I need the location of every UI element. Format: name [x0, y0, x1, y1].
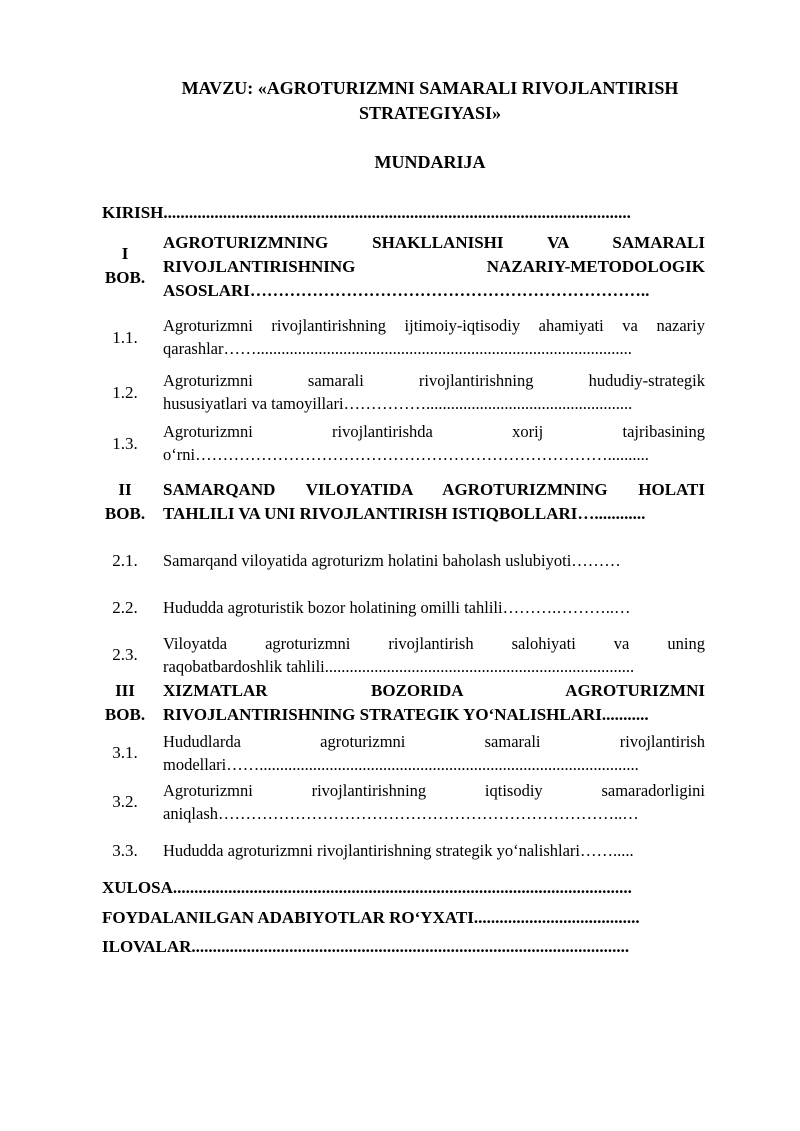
- section-title: Hududda agroturizmni rivojlantirishning strategik yo‘nalishlari…….....: [163, 841, 634, 860]
- toc-entry-appendices[interactable]: ILOVALAR.......................................................................................................: [102, 937, 630, 956]
- chapter-number: I BOB.: [104, 244, 146, 287]
- section-number: 1.2.: [112, 383, 138, 402]
- toc-section-2-3[interactable]: [100, 632, 710, 680]
- toc-entry-conclusion[interactable]: XULOSA............................................................................................................: [102, 878, 632, 897]
- section-number: 1.3.: [112, 434, 138, 453]
- toc-chapter-2[interactable]: [100, 478, 710, 528]
- toc-section-2-2[interactable]: [100, 596, 710, 620]
- toc-chapter-1[interactable]: [100, 232, 710, 304]
- section-title: Viloyatda agroturizmni rivojlantirish salohiyati va uning raqobatbardoshlik tahlili...........................................................................: [163, 634, 705, 676]
- chapter-number: II BOB.: [104, 480, 146, 523]
- section-number: 3.3.: [112, 841, 138, 860]
- chapter-number: III BOB.: [104, 681, 146, 724]
- toc-entry-introduction[interactable]: KIRISH..............................................................................................................: [102, 203, 631, 222]
- contents-heading: MUNDARIJA: [374, 152, 486, 172]
- section-number: 2.3.: [112, 645, 138, 664]
- section-title: Agroturizmni samarali rivojlantirishning hududiy-strategik hususiyatlari va tamoyillari……………..................................................: [163, 371, 705, 413]
- section-title: Agroturizmni rivojlantirishning ijtimoiy-iqtisodiy ahamiyati va nazariy qarashlar……...........................................................................................: [163, 316, 705, 358]
- toc-chapter-3[interactable]: [100, 679, 710, 729]
- toc-entry-references[interactable]: FOYDALANILGAN ADABIYOTLAR RO‘YXATI.......................................: [102, 908, 640, 927]
- chapter-title: AGROTURIZMNING SHAKLLANISHI VA SAMARALI RIVOJLANTIRISHNING NAZARIY-METODOLOGIK ASOSLARI……………………………………………………………..: [163, 233, 705, 300]
- toc-section-3-3[interactable]: [100, 839, 710, 863]
- section-title: Agroturizmni rivojlantirishda xorij tajribasining o‘rni…………………………………………………………………..........: [163, 422, 705, 464]
- toc-section-3-2[interactable]: [100, 779, 710, 827]
- section-number: 1.1.: [112, 328, 138, 347]
- section-title: Hududlarda agroturizmni samarali rivojlantirish modellari……............................................................................................: [163, 732, 705, 774]
- toc-section-3-1[interactable]: [100, 730, 710, 778]
- section-number: 2.2.: [112, 598, 138, 617]
- toc-section-1-1[interactable]: [100, 314, 710, 362]
- section-number: 2.1.: [112, 551, 138, 570]
- section-title: Hududda agroturistik bozor holatining omilli tahlili……….………..…: [163, 598, 631, 617]
- section-number: 3.1.: [112, 743, 138, 762]
- section-number: 3.2.: [112, 792, 138, 811]
- toc-section-1-2[interactable]: [100, 369, 710, 417]
- chapter-title: XIZMATLAR BOZORIDA AGROTURIZMNI RIVOJLANTIRISHNING STRATEGIK YO‘NALISHLARI...........: [163, 681, 705, 724]
- section-title: Agroturizmni rivojlantirishning iqtisodiy samaradorligini aniqlash………………………………………………………………..…: [163, 781, 705, 823]
- title-line-2: STRATEGIYASI»: [358, 103, 502, 123]
- toc-section-1-3[interactable]: [100, 420, 710, 468]
- title-line-1: MAVZU: «AGROTURIZMNI SAMARALI RIVOJLANTIRISH: [181, 78, 679, 98]
- section-title: Samarqand viloyatida agroturizm holatini baholash uslubiyoti………: [163, 551, 621, 570]
- toc-section-2-1[interactable]: [100, 549, 710, 573]
- chapter-title: SAMARQAND VILOYATIDA AGROTURIZMNING HOLATI TAHLILI VA UNI RIVOJLANTIRISH ISTIQBOLLARI…............: [163, 480, 705, 523]
- document-title: [150, 76, 710, 126]
